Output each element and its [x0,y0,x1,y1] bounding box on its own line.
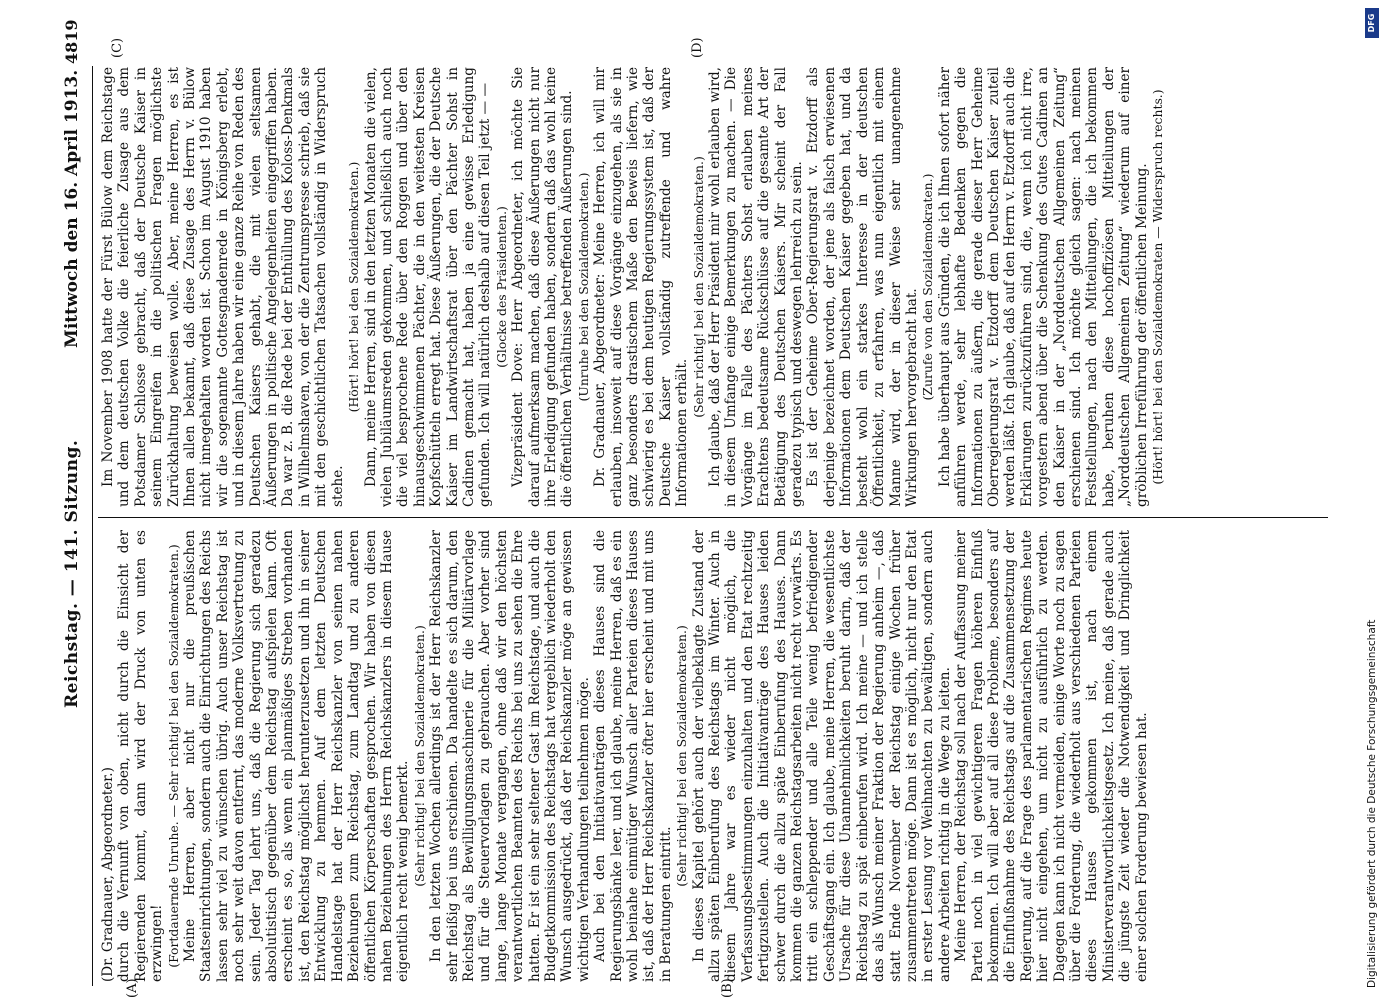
left-column-paragraph: Meine Herren, der Reichstag soll nach der Auffassung meiner Partei noch in viel gewichtigeren Fragen höheren Einfluß bekommen. Ich will aber auf all diese Probleme, besonders auf die Einflußnahme des Reichstags auf die Zusammensetzung der Regierung, auf die Frage des parlamentarischen Regimes heute hier nicht eingehen, um nicht zu ausführlich zu werden. Dagegen kann ich nicht vermeiden, einige Worte noch zu sagen über die Forderung, die wiederholt aus verschiedenen Parteien dieses Hauses gekommen ist, nach einem Ministerverantwortlichkeitsgesetz. Ich meine, daß gerade auch die jüngste Zeit wieder die Notwendigkeit und Dringlichkeit einer solchen Forderung bewiesen hat. [953,530,1150,982]
right-column-paragraph: (Sehr richtig! bei den Sozialdemokraten.) [690,156,706,418]
left-column-paragraph: (Dr. Gradnauer, Abgeordneter.) [100,767,116,982]
left-column-paragraph: (Fortdauernde Unruhe. — Sehr richtig! bei den Sozialdemokraten.) [165,544,181,968]
header-right-title: Mittwoch den 16. April 1913. [62,69,82,348]
left-column-paragraph: (Sehr richtig! bei den Sozialdemokraten.) [674,625,690,887]
right-column-paragraph: Es ist der Geheime Ober-Regierungsrat v. Etzdorff als derjenige bezeichnet worden, der jene als falsch erwiesenen Informationen dem Deutschen Kaiser gegeben hat, und da besteht wohl ein starkes Interesse in der deutschen Öffentlichkeit, zu erfahren, was nun eigentlich mit einem Manne wird, der in dieser Weise sehr unangenehme Wirkungen hervorgebracht hat. [805,67,920,507]
right-column-paragraph: (Zurufe von den Sozialdemokraten.) [920,173,936,401]
credit-line-wrap [1362,48,1382,988]
left-column-paragraph: Meine Herren, aber nicht nur die preußischen Staatseinrichtungen, sondern auch die Einrichtungen des Reichs lassen sehr viel zu wünschen übrig. Auch unser Reichstag ist noch sehr weit davon entfernt, das moderne Volksvertretung zu sein. Jeder Tag lehrt uns, daß die Regierung sich geradezu absolutistisch gegenüber dem Reichstag aufspielen kann. Oft erscheint es so, als wenn ein planmäßiges Streben vorhanden ist, den Reichstag möglichst herunterzusetzen und ihn in seiner Entwicklung zu hemmen. Auf dem letzten Deutschen Handelstage hat der Herr Reichskanzler von seinen nahen Beziehungen zum Reichstag, zum Landtag und zu anderen öffentlichen Körperschaften gesprochen. Wir haben von diesen nahen Beziehungen des Herrn Reichskanzlers in diesem Hause eigentlich recht wenig bemerkt. [182,530,412,982]
right-column-paragraph: (Unruhe bei den Sozialdemokraten.) [575,172,591,402]
right-column-paragraph: (Hört! hört! bei den Sozialdemokraten — Widerspruch rechts.) [1150,89,1165,485]
left-column-paragraph: durch die Vernunft von oben, nicht durch die Einsicht der Regierenden kommt, dann wird der Druck von unten es erzwingen! [116,530,166,982]
right-column-paragraph: (Glocke des Präsidenten.) [493,206,509,368]
left-column-paragraph: (Sehr richtig! bei den Sozialdemokraten.) [411,625,427,887]
column-divider [98,517,1328,518]
header-left-title: Reichstag. — 141. Sitzung. [62,439,82,708]
dfg-logo [1365,8,1379,38]
credit-line: Digitalisierung gefördert durch die Deutsche Forschungsgemeinschaft [1366,619,1378,988]
right-column-paragraph: Ich habe überhaupt aus Gründen, die ich Ihnen sofort näher anführen werde, sehr lebhafte Bedenken gegen die Informationen zu äußern, die gerade dieser Herr Geheime Oberregierungsrat v. Etzdorff dem Deutschen Kaiser zuteil werden läßt. Ich glaube, daß auf den Herrn v. Etzdorff auch die Erklärungen zurückzuführen sind, die, wenn ich nicht irre, vorgestern abend über die Schenkung des Gutes Cadinen an den Kaiser in der „Norddeutschen Allgemeinen Zeitung“ erschienen sind. Ich möchte gleich sagen: nach meinen Feststellungen, nach den Mitteilungen, die ich bekommen habe, beruhen diese hochoffiziösen Mitteilungen der „Norddeutschen Allgemeinen Zeitung“ wiederum auf einer gröblichen Irreführung der öffentlichen Meinung. [936,67,1150,507]
marker-c: (C) [110,37,125,58]
right-column-paragraph: Im November 1908 hatte der Fürst Bülow dem Reichstage und dem deutschen Volke die feierliche Zusage aus dem Potsdamer Schlosse gebracht, daß der Deutsche Kaiser in seinem Eingreifen in die politischen Fragen möglichste Zurückhaltung beweisen wolle. Aber, meine Herren, es ist Ihnen allen bekannt, daß diese Zusage des Herrn v. Bülow nicht innegehalten worden ist. Schon im August 1910 haben wir die sogenannte Gottesgnadenrede in Königsberg erlebt, und in diesem Jahre haben wir eine ganze Reihe von Reden des Deutschen Kaisers gehabt, die mit vielen seltsamen Äußerungen in politische Angelegenheiten eingegriffen haben. Da war z. B. die Rede bei der Enthüllung des Koloss-Denkmals in Wilhelmshaven, von der die Zentrumspresse schrieb, daß sie mit den geschichtlichen Tatsachen vollständig in Widerspruch stehe. [100,67,346,507]
dfg-logo-text: DFG [1367,13,1376,33]
right-column [100,67,1166,507]
marker-a: (A) [125,978,140,998]
header-rule [92,66,93,986]
header-right-title-wrap [62,70,82,348]
left-column-paragraph: Auch bei den Initiativanträgen dieses Hauses sind die Regierungsbänke leer, und ich glaube, meine Herren, daß es ein wohl beinahe einmütiger Wunsch aller Parteien dieses Hauses ist, daß der Herr Reichskanzler öfter hier erscheint und mit uns in Beratungen eintritt. [592,530,674,982]
marker-d: (D) [690,37,705,58]
page-number: 4819 [62,19,81,64]
right-column-paragraph: Vizepräsident Dove: Herr Abgeordneter, ich möchte Sie darauf aufmerksam machen, daß diese Äußerungen nicht nur ihre Erledigung gefunden haben, sondern daß das wohl keine die öffentlichen Verhältnisse betreffenden Äußerungen sind. [510,67,576,507]
right-column-paragraph: Dann, meine Herren, sind in den letzten Monaten die vielen, vielen Jubiläumsreden gekommen, und schließlich auch noch die viel besprochene Rede über den Roggen und über den hinausgeschwimmenen Pächter, die in den weitesten Kreisen Kopfschütteln erregt hat. Diese Äußerungen, die der Deutsche Kaiser im Landwirtschaftsrat über den Pächter Sohst in Cadinen gemacht hat, haben ja eine gewisse Erledigung gefunden. Ich will natürlich deshalb auf diesen Teil jetzt — — [362,67,494,507]
left-column-paragraph: In den letzten Wochen allerdings ist der Herr Reichskanzler sehr fleißig bei uns erschienen. Da handelte es sich darum, den Reichstag als Bewilligungsmaschinerie für die Militärvorlage und für die Steuervorlagen zu gebrauchen. Aber vorher sind lange, lange Monate vergangen, ohne daß wir den höchsten verantwortlichen Beamten des Reichs bei uns zu sehen die Ehre hatten. Er ist ein sehr seltener Gast im Reichstage, und auch die Budgetkommission des Reichstags hat vergeblich wiederholt den Wunsch ausgedrückt, daß der Reichskanzler möge an gewissen wichtigen Verhandlungen teilnehmen möge. [428,530,592,982]
left-column [100,530,1150,982]
right-column-paragraph: Dr. Gradnauer, Abgeordneter: Meine Herren, ich will mir erlauben, insoweit auf diese Vorgänge einzugehen, als sie in ganz besonders drastischem Maße den Beweis liefern, wie schwierig es bei dem heutigen Regierungssystem ist, daß der Deutsche Kaiser vollständig zutreffende und wahre Informationen erhält. [592,67,691,507]
left-column-paragraph: In dieses Kapitel gehört auch der vielbeklagte Zustand der allzu späten Einberufung des Reichstags im Winter. Auch in diesem Jahre war es wieder nicht möglich, die Verfassungsbestimmungen einzuhalten und den Etat rechtzeitig fertigzustellen. Auch die Initiativanträge des Hauses leiden schwer durch die allzu späte Einberufung des Hauses. Dann kommen die ganzen Reichstagsarbeiten nicht recht vorwärts. Es tritt ein schleppender und alle Teile wenig befriedigender Geschäftsgang ein. Ich glaube, meine Herren, die wesentlichste Ursache für diese Unannehmlichkeiten beruht darin, daß der Reichstag zu spät einberufen wird. Ich meine — und ich stelle das als Wunsch meiner Fraktion der Regierung anheim —, daß statt Ende November der Reichstag einige Wochen früher zusammentreten möge. Dann ist es möglich, nicht nur den Etat in erster Lesung vor Weihnachten zu bewältigen, sondern auch andere Arbeiten richtig in die Wege zu leiten. [690,530,953,982]
marker-b: (B) [720,978,735,998]
right-column-paragraph: (Hört! hört! bei den Sozialdemokraten.) [346,161,362,413]
right-column-paragraph: Ich glaube, daß der Herr Präsident mir wohl erlauben wird, in diesem Umfange einige Bemerkungen zu machen. — Die Vorgänge im Falle des Pächters Sohst erlauben meines Erachtens bedeutsame Rückschlüsse auf die gesamte Art der Betätigung des Deutschen Kaisers. Mir scheint der Fall geradezu typisch und deswegen lehrreich zu sein. [707,67,806,507]
